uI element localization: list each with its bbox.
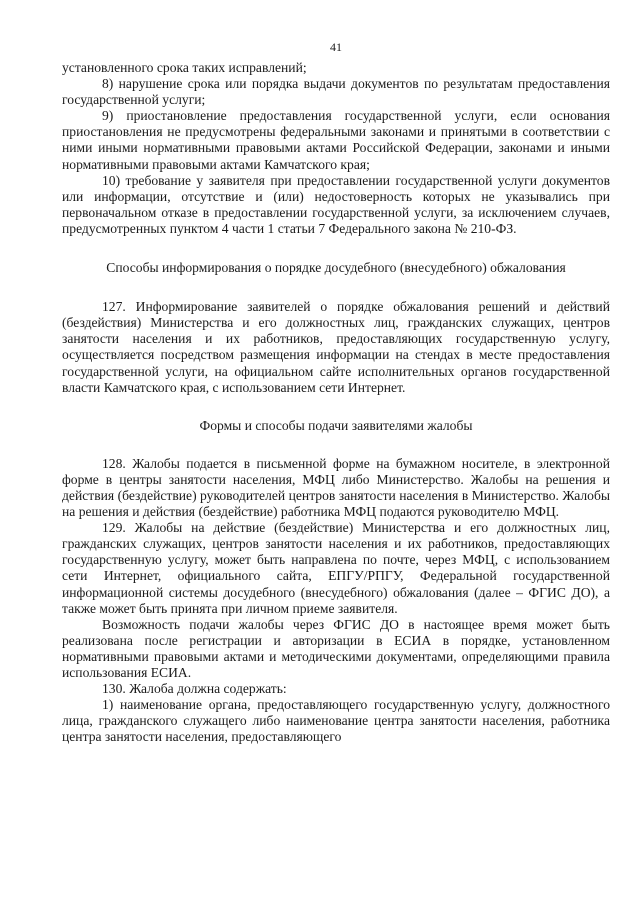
spacer	[62, 434, 610, 456]
section-heading-complaint-forms: Формы и способы подачи заявителями жалобы	[199, 417, 473, 433]
paragraph-item-9: 9) приостановление предоставления государственной услуги, если основания приостановления не предусмотрены федеральными законами и принятыми в соответствии с ними иными нормативными правовыми актами Российской Федерации, законами и иными нормативными правовыми актами Камчатского края;	[62, 108, 610, 172]
paragraph-item-10: 10) требование у заявителя при предоставлении государственной услуги документов или информации, отсутствие и (или) недостоверность которых не указывались при первоначальном отказе в предоставлении государственной услуги, за исключением случаев, предусмотренных пунктом 4 части 1 статьи 7 Федерального закона № 210-ФЗ.	[62, 172, 610, 236]
page-number: 41	[330, 40, 342, 54]
paragraph-127: 127. Информирование заявителей о порядке обжалования решений и действий (бездействия) Министерства и его должностных лиц, гражданских служащих, центров занятости населения и их работников, предоставляющих государственную услугу, осуществляется посредством размещения информации на стендах в месте предоставления государственной услуги, на официальном сайте исполнительных органов государственной власти Камчатского края, с использованием сети Интернет.	[62, 299, 610, 395]
paragraph-item-8: 8) нарушение срока или порядка выдачи документов по результатам предоставления государственной услуги;	[62, 76, 610, 108]
spacer	[62, 237, 610, 260]
paragraph-129: 129. Жалобы на действие (бездействие) Министерства и его должностных лиц, гражданских служащих, центров занятости населения и их работников, предоставляющих государственную услугу, может быть направлена по почте, через МФЦ, с использованием сети Интернет, официального сайта, ЕПГУ/РПГУ, Федеральной государственной информационной системы досудебного (внесудебного) обжалования (далее – ФГИС ДО), а также может быть принята при личном приеме заявителя.	[62, 520, 610, 616]
paragraph-top-0: установленного срока таких исправлений;	[62, 60, 307, 75]
paragraph-fgis-do: Возможность подачи жалобы через ФГИС ДО в настоящее время может быть реализована после регистрации и авторизации в ЕСИА в порядке, установленном нормативными правовыми актами и методическими документами, определяющими правила использования ЕСИА.	[62, 616, 610, 680]
section-heading-informing: Способы информирования о порядке досудебного (внесудебного) обжалования	[106, 260, 566, 276]
document-body	[62, 60, 610, 745]
paragraph-130: 130. Жалоба должна содержать:	[102, 681, 287, 697]
spacer	[62, 276, 610, 299]
paragraph-128: 128. Жалобы подается в письменной форме на бумажном носителе, в электронной форме в центры занятости населения, МФЦ либо Министерство. Жалобы на решения и действия (бездействие) руководителей центров занятости населения в Министерство. Жалобы на решения и действия (бездействие) работника МФЦ подаются руководителю МФЦ.	[62, 455, 610, 520]
paragraph-130-item-1: 1) наименование органа, предоставляющего государственную услугу, должностного лица, гражданского служащего либо наименование центра занятости населения, работника центра занятости населения, предоставляющего	[62, 697, 610, 745]
spacer	[62, 396, 610, 418]
